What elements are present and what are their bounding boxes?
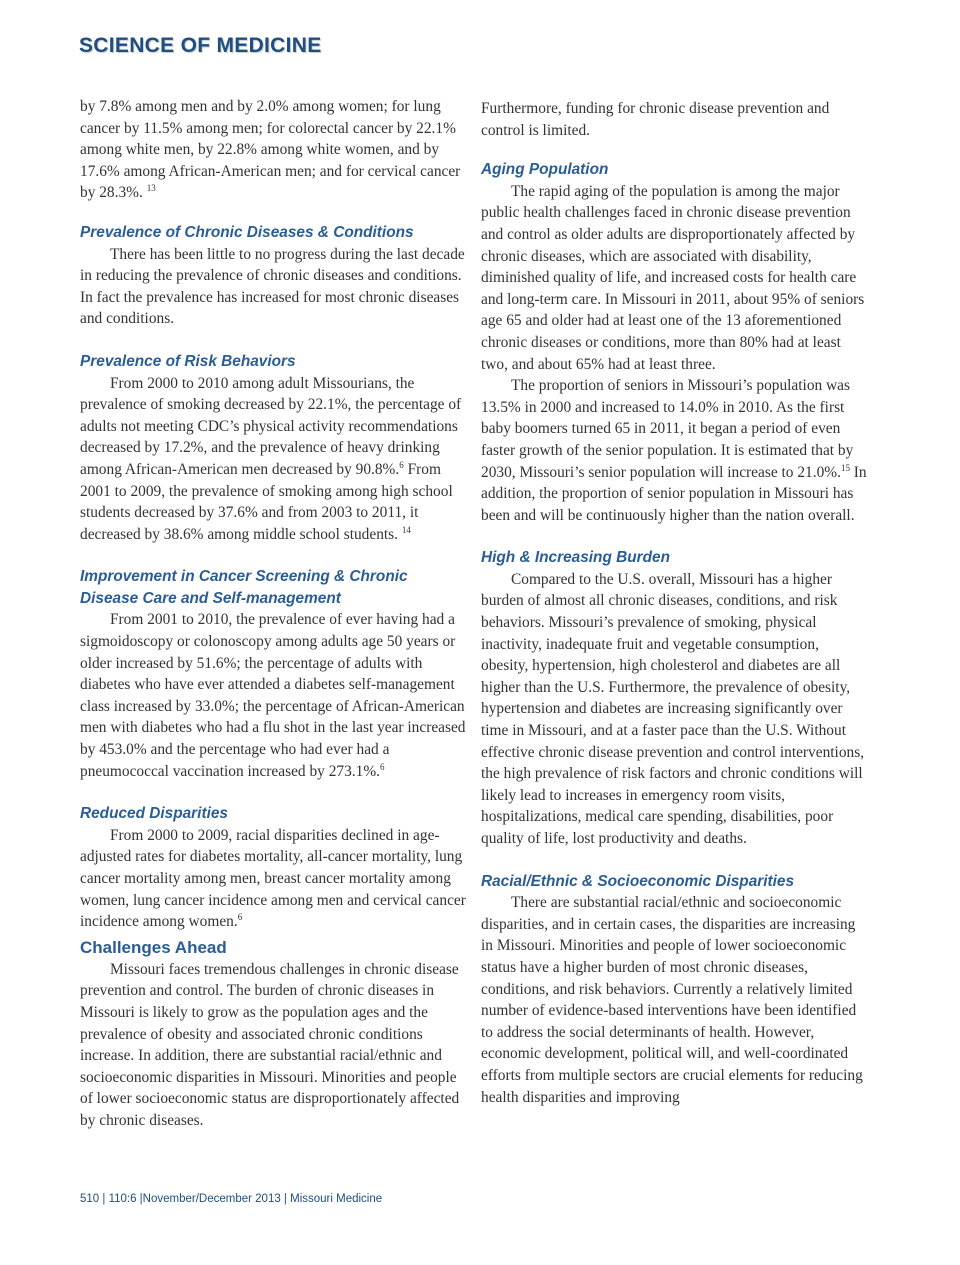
paragraph-risk-behaviors: From 2000 to 2010 among adult Missourians, the prevalence of smoking decreased by 22.1%, the percentage of adults not meeting CDC’s physical activity recommendations decreased by 17.2%, and the prevalence of heavy drinking among African-American men decreased by 90.8%.$^6$ From 2001 to 2009, the prevalence of smoking among high school students decreased by 37.6% and from 2003 to 2011, it decreased by 38.6% among middle school students. $^{14}$: [80, 374, 462, 543]
intro-paragraph: by 7.8% among men and by 2.0% among women; for lung cancer by 11.5% among men; for colorectal cancer by 22.1% among white men, by 22.8% among white women, and by 17.6% among African-American men; and for cervical cancer by 28.3%. $^{13}$: [80, 98, 461, 202]
heading-prevalence-chronic-diseases: Prevalence of Chronic Diseases & Conditions: [80, 223, 414, 241]
paragraph-racial-ethnic-disparities: There are substantial racial/ethnic and socioeconomic disparities, and in certain cases, the disparities are increasing in Missouri. Minorities and people of lower socioeconomic status have a higher burden of most chronic diseases, conditions, and risk behaviors. Currently a relatively limited number of evidence-based interventions have been identified to address the social determinants of health. However, economic development, political will, and well-coordinated efforts from multiple sectors are crucial elements for reducing health disparities and improving: [481, 894, 863, 1106]
reference-marker: 15: [840, 462, 850, 473]
left-column: [80, 96, 466, 1132]
heading-risk-behaviors: Prevalence of Risk Behaviors: [80, 352, 296, 370]
paragraph-aging-population-2: The proportion of seniors in Missouri’s population was 13.5% in 2000 and increased to 14.0% in 2010. As the first baby boomers turned 65 in 2011, it began a period of even faster growth of the senior population. It is estimated that by 2030, Missouri’s senior population will increase to 21.0%.$^{15}$ In addition, the proportion of senior population in Missouri has been and will be continuously higher than the nation overall.: [481, 377, 867, 524]
right-column: [481, 96, 867, 1108]
reference-marker: 14: [401, 524, 411, 535]
heading-high-increasing-burden: High & Increasing Burden: [481, 549, 670, 567]
continuation-paragraph: Furthermore, funding for chronic disease prevention and control is limited.: [481, 100, 830, 139]
paragraph-reduced-disparities: From 2000 to 2009, racial disparities declined in age-adjusted rates for diabetes mortality, all-cancer mortality, lung cancer mortality among men, breast cancer mortality among women, lung cancer incidence among men and cervical cancer incidence among women.$^6$: [80, 826, 466, 931]
paragraph-aging-population-1: The rapid aging of the population is among the major public health challenges faced in chronic disease prevention and control as older adults are disproportionately affected by chronic diseases, which are associated with disability, diminished quality of life, and increased costs for health care and long-term care. In Missouri in 2011, about 95% of seniors age 65 and older had at least one of the 13 aforementioned chronic diseases or conditions, more than 80% had at least two, and about 65% had at least three.: [481, 182, 865, 373]
heading-racial-ethnic-disparities: Racial/Ethnic & Socioeconomic Disparities: [481, 872, 795, 890]
page-footer: 510 | 110:6 |November/December 2013 | Missouri Medicine: [80, 1193, 383, 1205]
heading-challenges-ahead: Challenges Ahead: [80, 937, 227, 957]
reference-marker: 6: [237, 912, 243, 923]
heading-reduced-disparities: Reduced Disparities: [80, 805, 228, 823]
heading-aging-population: Aging Population: [481, 161, 609, 179]
paragraph-cancer-screening: From 2001 to 2010, the prevalence of ever having had a sigmoidoscopy or colonoscopy among adults age 50 years or older increased by 51.6%; the percentage of adults with diabetes who have ever attended a diabetes self-management class increased by 33.0%; the percentage of African-American men with diabetes who had a flu shot in the last year increased by 453.0% and the percentage who had ever had a pneumococcal vaccination increased by 273.1%.$^6$: [80, 611, 466, 780]
paragraph-high-increasing-burden: Compared to the U.S. overall, Missouri has a higher burden of almost all chronic diseases, conditions, and risk behaviors. Missouri’s prevalence of smoking, physical inactivity, inadequate fruit and vegetable consumption, obesity, hypertension, high cholesterol and diabetes are all higher than the U.S. Furthermore, the prevalence of obesity, hypertension and diabetes are increasing significantly over time in Missouri, and at a faster pace than the U.S. Without effective chronic disease prevention and control interventions, the high prevalence of risk factors and chronic conditions will likely lead to increases in emergency room visits, hospitalizations, medical care spending, disabilities, poor quality of life, lost productivity and deaths.: [481, 570, 865, 847]
paragraph-prevalence-chronic-diseases: There has been little to no progress during the last decade in reducing the prevalence of chronic diseases and conditions. In fact the prevalence has increased for most chronic diseases and conditions.: [80, 245, 465, 328]
reference-marker: 6: [380, 761, 385, 772]
heading-cancer-screening: Improvement in Cancer Screening & Chronic Disease Care and Self-management: [80, 568, 408, 607]
reference-marker: 13: [146, 183, 156, 194]
reference-marker: 6: [399, 459, 404, 470]
section-header: SCIENCE OF MEDICINE: [79, 34, 322, 57]
paragraph-challenges-ahead: Missouri faces tremendous challenges in chronic disease prevention and control. The burden of chronic diseases in Missouri is likely to grow as the population ages and the prevalence of obesity and associated chronic conditions increase. In addition, there are substantial racial/ethnic and socioeconomic disparities in Missouri. Minorities and people of lower socioeconomic status are disproportionately affected by chronic diseases.: [80, 960, 460, 1129]
